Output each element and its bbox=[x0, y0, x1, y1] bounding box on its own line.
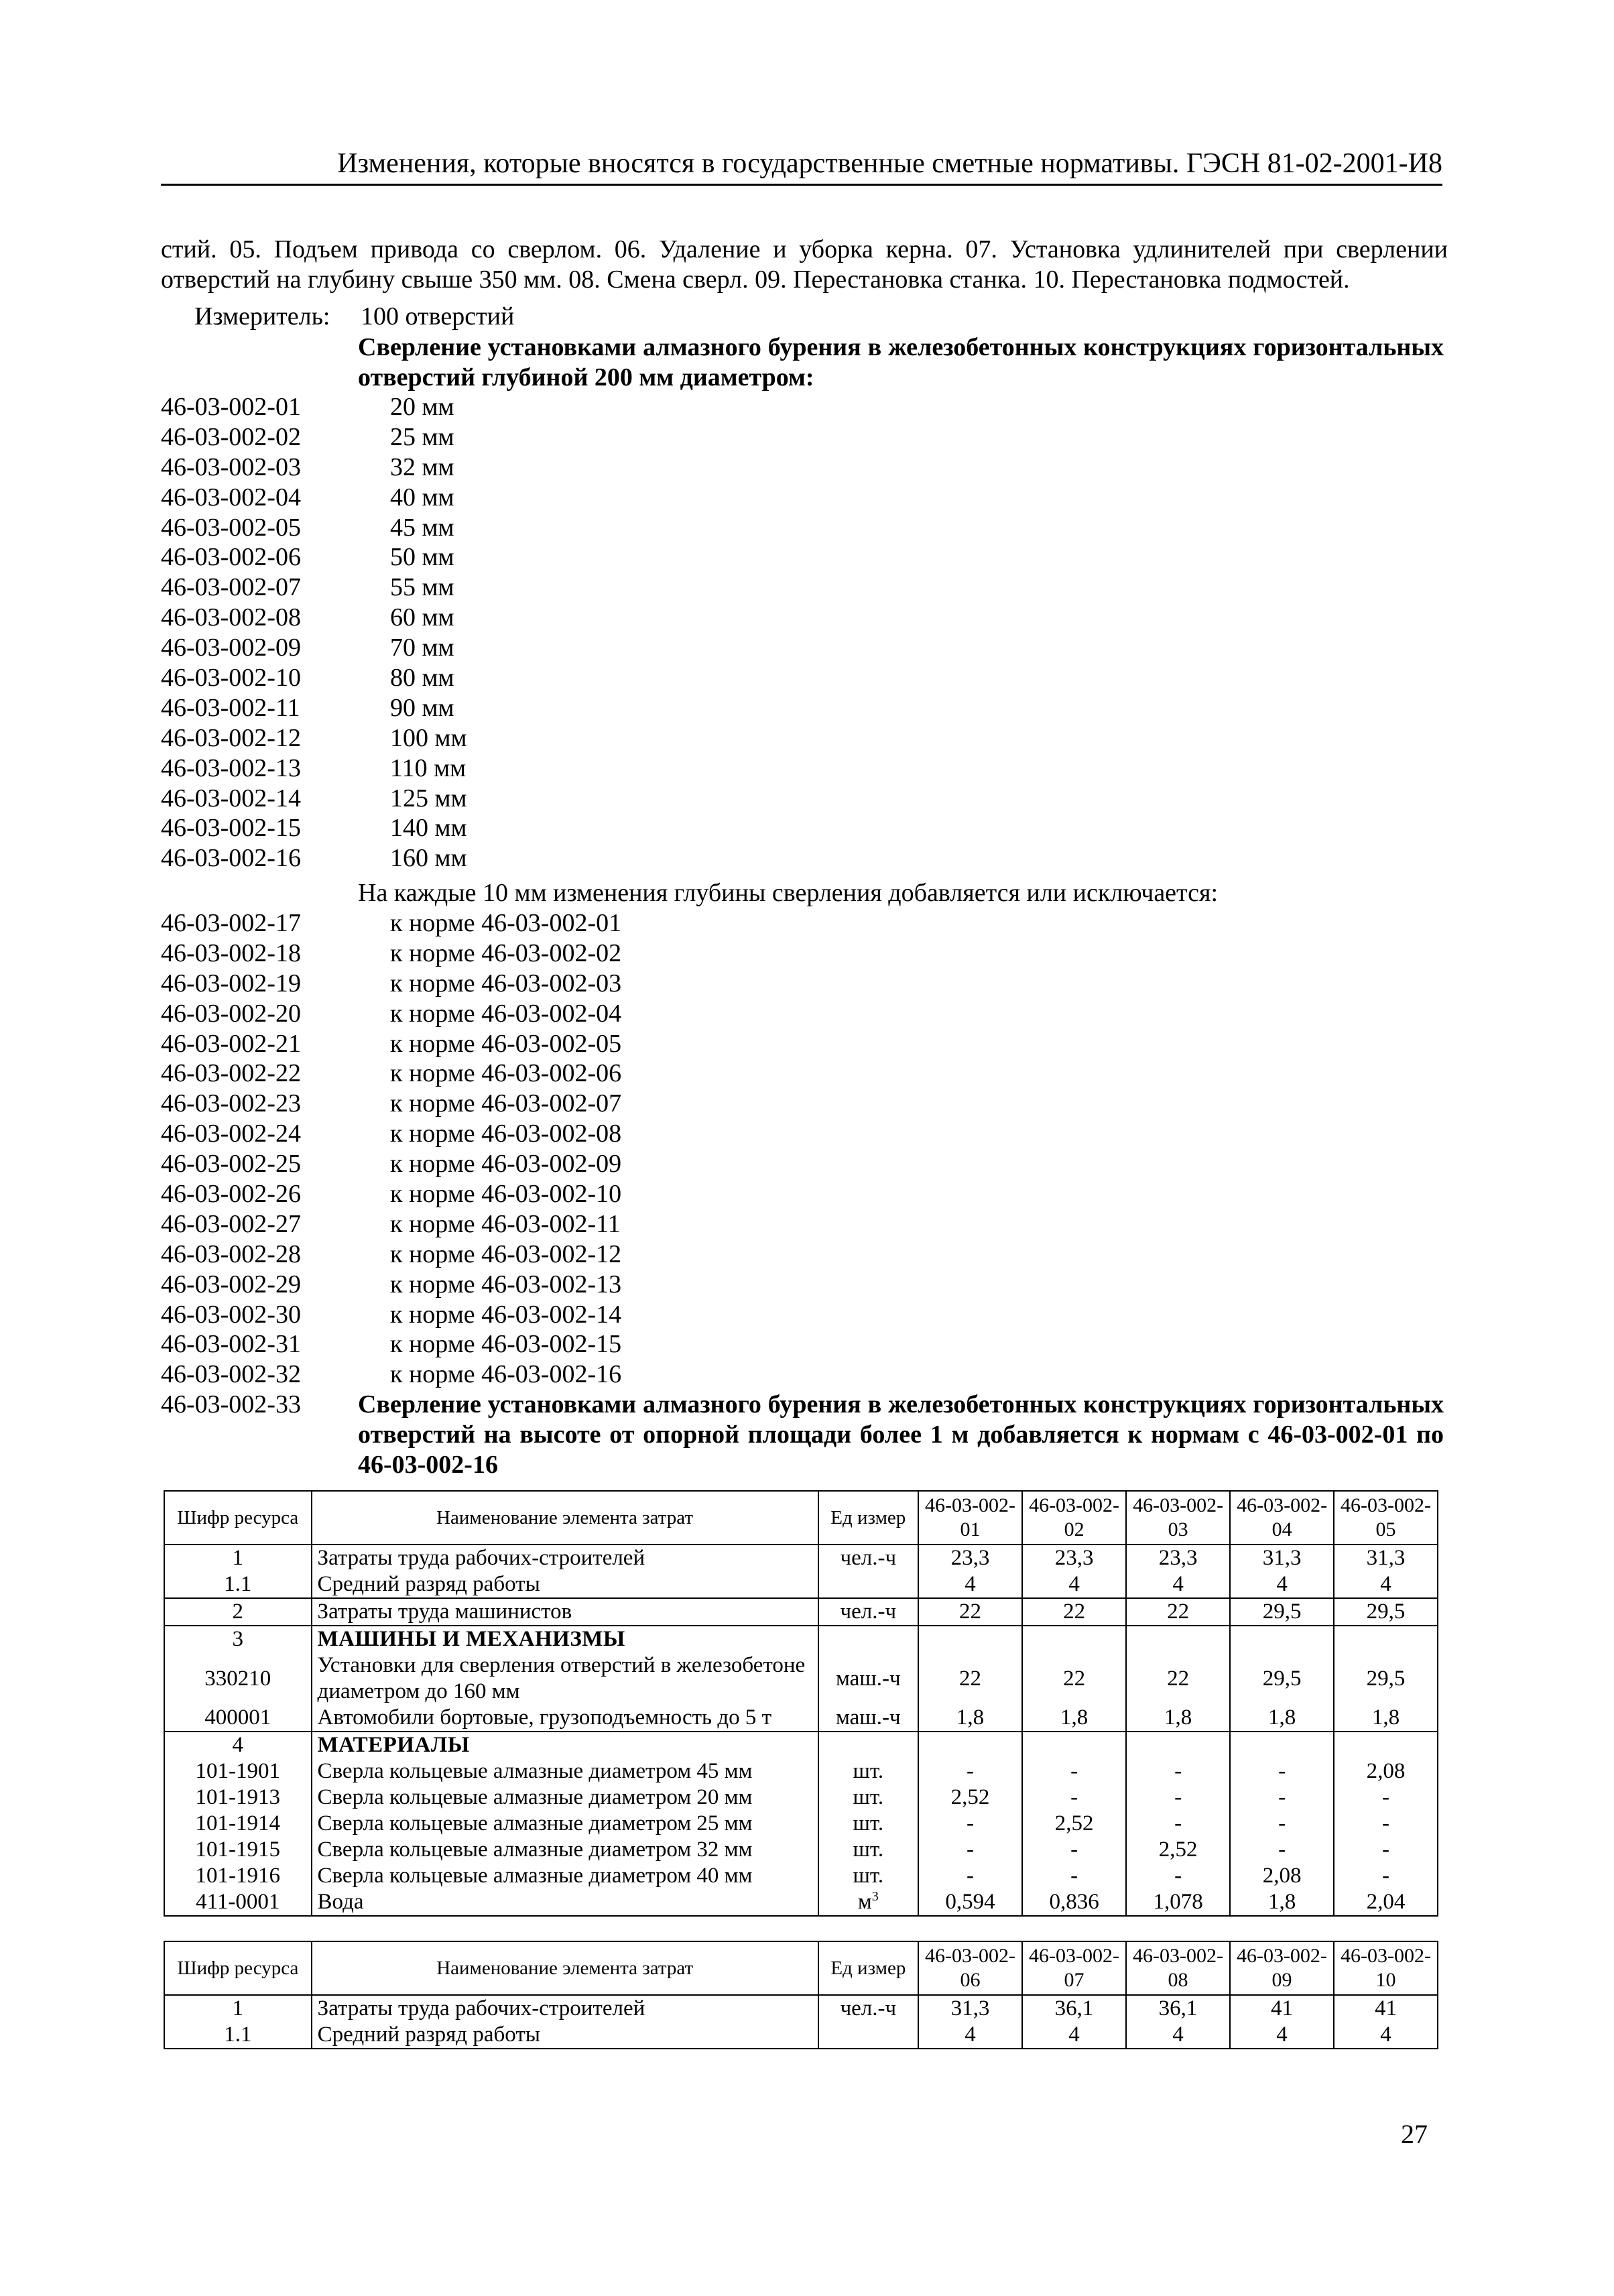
cell-code: 1.1 bbox=[164, 1571, 312, 1598]
cell-code: 1.1 bbox=[164, 2022, 312, 2049]
cell-value: 22 bbox=[918, 1652, 1022, 1705]
table-row bbox=[164, 1732, 1438, 1758]
page-number: 27 bbox=[1401, 2119, 1428, 2149]
cell-unit bbox=[818, 1705, 918, 1732]
cell-value: 1,8 bbox=[1022, 1705, 1126, 1732]
cell-value: - bbox=[1334, 1837, 1438, 1863]
table-row bbox=[164, 1571, 1438, 1598]
cell-name: Затраты труда рабочих-строителей bbox=[312, 1545, 818, 1571]
cell-code: 101-1916 bbox=[164, 1863, 312, 1889]
table-header-row bbox=[164, 1491, 1438, 1545]
cell-name: Установки для сверления отверстий в железобетоне диаметром до 160 мм bbox=[312, 1652, 818, 1705]
cell-value: 22 bbox=[1126, 1652, 1230, 1705]
cell-value bbox=[1022, 1732, 1126, 1758]
norm-code: 46-03-002-08 bbox=[161, 603, 301, 632]
unit-text: маш.-ч bbox=[836, 1705, 901, 1730]
running-header: Изменения, которые вносятся в государственные сметные нормативы. ГЭСН 81-02-2001-И8 bbox=[161, 146, 1442, 186]
header-norm-column: 46-03-002-08 bbox=[1126, 1941, 1230, 1995]
cell-value: - bbox=[1230, 1758, 1334, 1785]
table-row bbox=[164, 1652, 1438, 1705]
cell-value: 4 bbox=[918, 1571, 1022, 1598]
table-row bbox=[164, 1811, 1438, 1837]
cell-value bbox=[918, 1732, 1022, 1758]
cell-unit bbox=[818, 1598, 918, 1626]
cell-name: Затраты труда машинистов bbox=[312, 1598, 818, 1626]
cell-value: 2,04 bbox=[1334, 1889, 1438, 1916]
unit-exponent: 3 bbox=[871, 1889, 879, 1904]
norm-description: к норме 46-03-002-15 bbox=[390, 1330, 622, 1359]
unit-text: шт. bbox=[853, 1759, 884, 1783]
norm-description: 125 мм bbox=[390, 784, 467, 812]
cell-value: - bbox=[918, 1758, 1022, 1785]
cell-code: 2 bbox=[164, 1598, 312, 1626]
norm-code: 46-03-002-23 bbox=[161, 1089, 301, 1118]
cell-unit bbox=[818, 1889, 918, 1916]
norm-code: 46-03-002-27 bbox=[161, 1209, 301, 1238]
unit-text: чел.-ч bbox=[840, 1599, 897, 1624]
norm-description: к норме 46-03-002-13 bbox=[390, 1270, 622, 1298]
cell-name: Средний разряд работы bbox=[312, 1571, 818, 1598]
cell-unit bbox=[818, 1545, 918, 1571]
cell-value: - bbox=[1230, 1785, 1334, 1811]
cell-value: 4 bbox=[1126, 1571, 1230, 1598]
cell-value: 1,8 bbox=[1230, 1889, 1334, 1916]
cell-code: 1 bbox=[164, 1995, 312, 2022]
cell-value: 41 bbox=[1334, 1995, 1438, 2022]
norm-code: 46-03-002-03 bbox=[161, 452, 301, 481]
unit-text: м bbox=[857, 1890, 872, 1914]
norm-code-33: 46-03-002-33 bbox=[161, 1390, 301, 1418]
cell-value: - bbox=[1022, 1863, 1126, 1889]
cell-name: Сверла кольцевые алмазные диаметром 25 мм bbox=[312, 1811, 818, 1837]
cell-value: 23,3 bbox=[918, 1545, 1022, 1571]
header-norm-column: 46-03-002-02 bbox=[1022, 1491, 1126, 1545]
cell-unit bbox=[818, 1732, 918, 1758]
norm-code: 46-03-002-12 bbox=[161, 723, 301, 752]
resources-table-1 bbox=[164, 1490, 1438, 1917]
norm-description: 45 мм bbox=[390, 513, 454, 542]
cell-value: 2,08 bbox=[1334, 1758, 1438, 1785]
cell-value bbox=[1230, 1626, 1334, 1652]
cell-value: 29,5 bbox=[1230, 1652, 1334, 1705]
cell-value: 1,8 bbox=[1334, 1705, 1438, 1732]
unit-text: шт. bbox=[853, 1785, 884, 1809]
cell-value: 4 bbox=[1022, 1571, 1126, 1598]
header-norm-column: 46-03-002-07 bbox=[1022, 1941, 1126, 1995]
header-name: Наименование элемента затрат bbox=[312, 1941, 818, 1995]
cell-value: 31,3 bbox=[1230, 1545, 1334, 1571]
cell-value: - bbox=[1230, 1837, 1334, 1863]
norm-code: 46-03-002-28 bbox=[161, 1240, 301, 1268]
cell-code: 101-1913 bbox=[164, 1785, 312, 1811]
table-row bbox=[164, 1785, 1438, 1811]
cell-value bbox=[1126, 1732, 1230, 1758]
cell-value: - bbox=[1230, 1811, 1334, 1837]
cell-value: - bbox=[1334, 1785, 1438, 1811]
unit-text: маш.-ч bbox=[836, 1666, 901, 1691]
cell-unit bbox=[818, 1626, 918, 1652]
header-norm-column: 46-03-002-06 bbox=[918, 1941, 1022, 1995]
header-norm-column: 46-03-002-09 bbox=[1230, 1941, 1334, 1995]
cell-value: - bbox=[918, 1863, 1022, 1889]
cell-value: 1,078 bbox=[1126, 1889, 1230, 1916]
cell-name: Автомобили бортовые, грузоподъемность до 5 т bbox=[312, 1705, 818, 1732]
cell-code: 101-1914 bbox=[164, 1811, 312, 1837]
cell-value bbox=[1334, 1626, 1438, 1652]
cell-value: - bbox=[1126, 1863, 1230, 1889]
cell-unit bbox=[818, 1863, 918, 1889]
norm-code: 46-03-002-25 bbox=[161, 1150, 301, 1179]
cell-value: - bbox=[1022, 1758, 1126, 1785]
norm-code: 46-03-002-01 bbox=[161, 393, 301, 421]
cell-unit bbox=[818, 1995, 918, 2022]
header-name: Наименование элемента затрат bbox=[312, 1491, 818, 1545]
norm-code: 46-03-002-13 bbox=[161, 753, 301, 782]
header-code: Шифр ресурса bbox=[164, 1491, 312, 1545]
cell-value: 4 bbox=[1022, 2022, 1126, 2049]
cell-value: 31,3 bbox=[1334, 1545, 1438, 1571]
norm-code: 46-03-002-09 bbox=[161, 633, 301, 662]
cell-unit bbox=[818, 1652, 918, 1705]
norm-code: 46-03-002-26 bbox=[161, 1180, 301, 1209]
cell-value: 23,3 bbox=[1022, 1545, 1126, 1571]
cell-name: Средний разряд работы bbox=[312, 2022, 818, 2049]
norm-code: 46-03-002-04 bbox=[161, 483, 301, 511]
cell-unit bbox=[818, 2022, 918, 2049]
cell-unit bbox=[818, 1571, 918, 1598]
cell-value: 29,5 bbox=[1334, 1598, 1438, 1626]
table-row bbox=[164, 1995, 1438, 2022]
unit-text: чел.-ч bbox=[840, 1996, 897, 2020]
norm-description: 40 мм bbox=[390, 483, 454, 511]
cell-code: 4 bbox=[164, 1732, 312, 1758]
norm-code: 46-03-002-30 bbox=[161, 1300, 301, 1329]
depth-note: На каждые 10 мм изменения глубины сверления добавляется или исключается: bbox=[358, 879, 1219, 907]
cell-value: 36,1 bbox=[1126, 1995, 1230, 2022]
norm-description: 50 мм bbox=[390, 543, 454, 572]
cell-value: 31,3 bbox=[918, 1995, 1022, 2022]
norm-description: к норме 46-03-002-11 bbox=[390, 1209, 621, 1238]
cell-value bbox=[1230, 1732, 1334, 1758]
cell-value: 1,8 bbox=[1230, 1705, 1334, 1732]
norm-code: 46-03-002-21 bbox=[161, 1029, 301, 1058]
cell-value: 22 bbox=[1022, 1652, 1126, 1705]
cell-value: 4 bbox=[1334, 1571, 1438, 1598]
header-code: Шифр ресурса bbox=[164, 1941, 312, 1995]
cell-value: 22 bbox=[1126, 1598, 1230, 1626]
norm-description: 90 мм bbox=[390, 693, 454, 722]
cell-value: 22 bbox=[918, 1598, 1022, 1626]
norm-description: 55 мм bbox=[390, 573, 454, 602]
cell-value: 2,08 bbox=[1230, 1863, 1334, 1889]
cell-value: 4 bbox=[1230, 2022, 1334, 2049]
cell-name: Сверла кольцевые алмазные диаметром 20 мм bbox=[312, 1785, 818, 1811]
norm-code: 46-03-002-02 bbox=[161, 422, 301, 451]
norm-code: 46-03-002-16 bbox=[161, 844, 301, 873]
norm-code: 46-03-002-15 bbox=[161, 814, 301, 843]
cell-name: Сверла кольцевые алмазные диаметром 32 мм bbox=[312, 1837, 818, 1863]
cell-value: 29,5 bbox=[1334, 1652, 1438, 1705]
cell-value: 0,836 bbox=[1022, 1889, 1126, 1916]
norm-description: к норме 46-03-002-09 bbox=[390, 1150, 622, 1179]
norm-description: 100 мм bbox=[390, 723, 467, 752]
header-norm-column: 46-03-002-04 bbox=[1230, 1491, 1334, 1545]
norm-description: к норме 46-03-002-07 bbox=[390, 1089, 622, 1118]
norm-code: 46-03-002-10 bbox=[161, 664, 301, 692]
norm-code: 46-03-002-22 bbox=[161, 1059, 301, 1088]
header-unit: Ед измер bbox=[818, 1941, 918, 1995]
norm-code: 46-03-002-32 bbox=[161, 1360, 301, 1389]
cell-value: 41 bbox=[1230, 1995, 1334, 2022]
cell-name: Сверла кольцевые алмазные диаметром 45 мм bbox=[312, 1758, 818, 1785]
header-norm-column: 46-03-002-03 bbox=[1126, 1491, 1230, 1545]
cell-value: 4 bbox=[1230, 1571, 1334, 1598]
norm-description: к норме 46-03-002-02 bbox=[390, 939, 622, 967]
norm-description: к норме 46-03-002-08 bbox=[390, 1120, 622, 1148]
cell-value: 36,1 bbox=[1022, 1995, 1126, 2022]
norm-description: 32 мм bbox=[390, 452, 454, 481]
norm-code: 46-03-002-31 bbox=[161, 1330, 301, 1359]
table-header-row bbox=[164, 1941, 1438, 1995]
cell-value bbox=[918, 1626, 1022, 1652]
norm-description: 80 мм bbox=[390, 664, 454, 692]
norm-description: к норме 46-03-002-12 bbox=[390, 1240, 622, 1268]
cell-value bbox=[1022, 1626, 1126, 1652]
cell-value: 2,52 bbox=[1022, 1811, 1126, 1837]
norm-description: 110 мм bbox=[390, 753, 467, 782]
measure-value: 100 отверстий bbox=[361, 302, 515, 330]
cell-value: 4 bbox=[918, 2022, 1022, 2049]
cell-code: 1 bbox=[164, 1545, 312, 1571]
intro-text: стий. 05. Подъем привода со сверлом. 06. Удаление и уборка керна. 07. Установка удлинителей при сверлении отверстий на глубину свыше 350 мм. 08. Смена сверл. 09. Перестановка станка. 10. Перестановка подмостей. bbox=[161, 235, 1448, 294]
cell-code: 400001 bbox=[164, 1705, 312, 1732]
table-row bbox=[164, 1889, 1438, 1916]
norm-code: 46-03-002-18 bbox=[161, 939, 301, 967]
table-row bbox=[164, 1863, 1438, 1889]
table-row bbox=[164, 2022, 1438, 2049]
table-row bbox=[164, 1545, 1438, 1571]
cell-code: 101-1901 bbox=[164, 1758, 312, 1785]
cell-value: 0,594 bbox=[918, 1889, 1022, 1916]
cell-value: - bbox=[1022, 1837, 1126, 1863]
cell-value: - bbox=[1126, 1758, 1230, 1785]
cell-value: - bbox=[1334, 1863, 1438, 1889]
cell-unit bbox=[818, 1785, 918, 1811]
cell-value: 29,5 bbox=[1230, 1598, 1334, 1626]
cell-name: МАШИНЫ И МЕХАНИЗМЫ bbox=[312, 1626, 818, 1652]
norm-description: 60 мм bbox=[390, 603, 454, 632]
cell-value bbox=[1126, 1626, 1230, 1652]
norm-description: к норме 46-03-002-14 bbox=[390, 1300, 622, 1329]
norm-description: к норме 46-03-002-05 bbox=[390, 1029, 622, 1058]
norm-diameters-list bbox=[390, 392, 467, 873]
cell-value: - bbox=[918, 1837, 1022, 1863]
norm-code: 46-03-002-06 bbox=[161, 543, 301, 572]
cell-value: 1,8 bbox=[918, 1705, 1022, 1732]
norm-description: 160 мм bbox=[390, 844, 467, 873]
norm-description: к норме 46-03-002-10 bbox=[390, 1180, 622, 1209]
cell-code: 3 bbox=[164, 1626, 312, 1652]
header-norm-column: 46-03-002-05 bbox=[1334, 1491, 1438, 1545]
table-row bbox=[164, 1705, 1438, 1732]
cell-code: 330210 bbox=[164, 1652, 312, 1705]
cell-name: Вода bbox=[312, 1889, 818, 1916]
cell-unit bbox=[818, 1758, 918, 1785]
cell-value bbox=[1334, 1732, 1438, 1758]
cell-value: 4 bbox=[1334, 2022, 1438, 2049]
cell-value: - bbox=[1126, 1785, 1230, 1811]
norm-description: к норме 46-03-002-06 bbox=[390, 1059, 622, 1088]
norm-code: 46-03-002-07 bbox=[161, 573, 301, 602]
cell-value: 23,3 bbox=[1126, 1545, 1230, 1571]
table-row bbox=[164, 1758, 1438, 1785]
norm-code: 46-03-002-11 bbox=[161, 693, 300, 722]
cell-unit bbox=[818, 1811, 918, 1837]
norm-code: 46-03-002-29 bbox=[161, 1270, 301, 1298]
norm-code: 46-03-002-14 bbox=[161, 784, 301, 812]
norm-description: 70 мм bbox=[390, 633, 454, 662]
norm-codes-list-a bbox=[161, 392, 301, 873]
cell-value: 4 bbox=[1126, 2022, 1230, 2049]
norm-references-list bbox=[390, 908, 621, 1390]
norm-code: 46-03-002-20 bbox=[161, 999, 301, 1028]
cell-value: - bbox=[918, 1811, 1022, 1837]
section-title-height: Сверление установками алмазного бурения в железобетонных конструкциях горизонтальных отверстий на высоте от опорной площади более 1 м добавляется к нормам с 46-03-002-01 по 46-03-002-16 bbox=[358, 1390, 1444, 1479]
unit-text: шт. bbox=[853, 1811, 884, 1835]
cell-value: 1,8 bbox=[1126, 1705, 1230, 1732]
cell-value: - bbox=[1022, 1785, 1126, 1811]
norm-description: к норме 46-03-002-01 bbox=[390, 909, 622, 937]
cell-value: 2,52 bbox=[1126, 1837, 1230, 1863]
norm-code: 46-03-002-19 bbox=[161, 969, 301, 998]
norm-description: 25 мм bbox=[390, 422, 454, 451]
table-row bbox=[164, 1598, 1438, 1626]
cell-name: Затраты труда рабочих-строителей bbox=[312, 1995, 818, 2022]
unit-text: чел.-ч bbox=[840, 1546, 897, 1570]
header-norm-column: 46-03-002-01 bbox=[918, 1491, 1022, 1545]
table-row bbox=[164, 1626, 1438, 1652]
norm-code: 46-03-002-24 bbox=[161, 1120, 301, 1148]
unit-text: шт. bbox=[853, 1837, 884, 1862]
cell-value: - bbox=[1334, 1811, 1438, 1837]
header-norm-column: 46-03-002-10 bbox=[1334, 1941, 1438, 1995]
norm-description: к норме 46-03-002-16 bbox=[390, 1360, 622, 1389]
norm-codes-list-b bbox=[161, 908, 301, 1390]
norm-code: 46-03-002-17 bbox=[161, 909, 301, 937]
norm-description: 140 мм bbox=[390, 814, 467, 843]
norm-description: к норме 46-03-002-04 bbox=[390, 999, 622, 1028]
cell-unit bbox=[818, 1837, 918, 1863]
norm-code: 46-03-002-05 bbox=[161, 513, 301, 542]
unit-text: шт. bbox=[853, 1864, 884, 1888]
norm-description: 20 мм bbox=[390, 393, 454, 421]
section-title-drilling: Сверление установками алмазного бурения в железобетонных конструкциях горизонтальных отверстий глубиной 200 мм диаметром: bbox=[358, 333, 1444, 391]
cell-value: - bbox=[1126, 1811, 1230, 1837]
table-row bbox=[164, 1837, 1438, 1863]
cell-name: Сверла кольцевые алмазные диаметром 40 мм bbox=[312, 1863, 818, 1889]
measure-label: Измеритель: bbox=[194, 302, 330, 330]
cell-code: 101-1915 bbox=[164, 1837, 312, 1863]
header-unit: Ед измер bbox=[818, 1491, 918, 1545]
cell-value: 2,52 bbox=[918, 1785, 1022, 1811]
cell-code: 411-0001 bbox=[164, 1889, 312, 1916]
cell-value: 22 bbox=[1022, 1598, 1126, 1626]
resources-table-2 bbox=[164, 1941, 1438, 2049]
cell-name: МАТЕРИАЛЫ bbox=[312, 1732, 818, 1758]
norm-description: к норме 46-03-002-03 bbox=[390, 969, 622, 998]
